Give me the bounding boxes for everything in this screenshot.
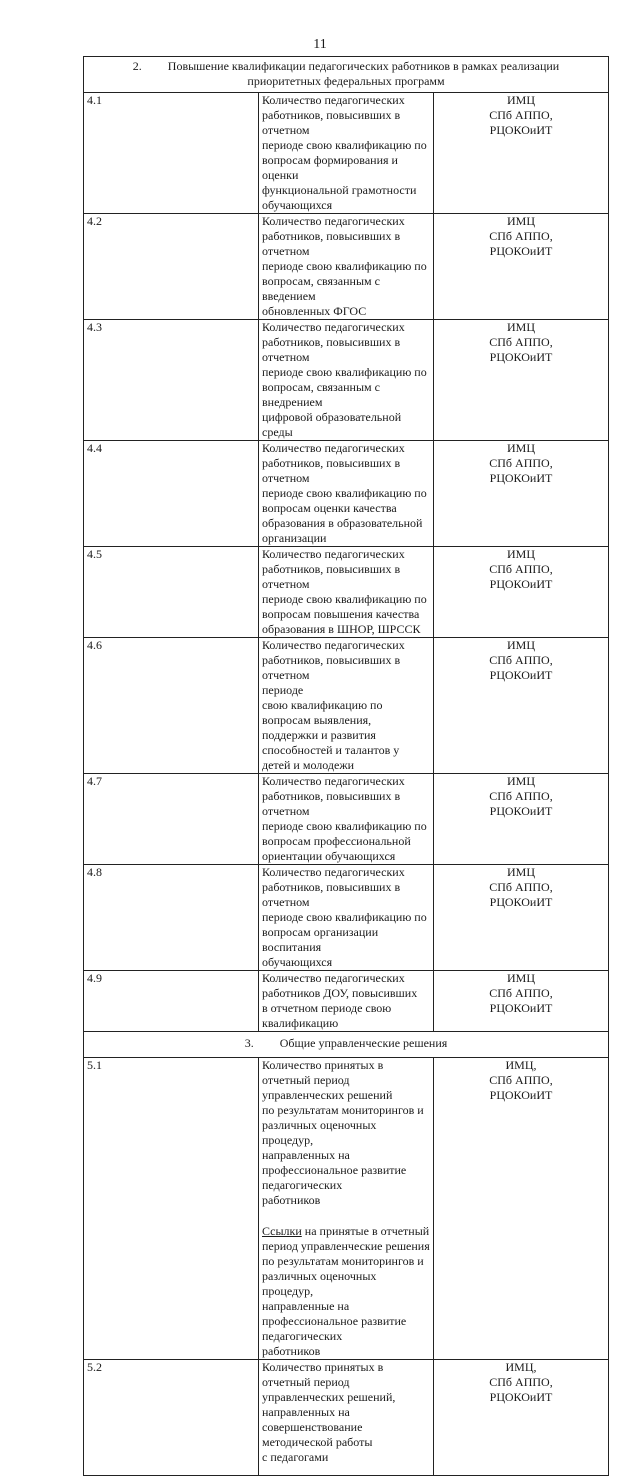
description-line	[262, 1224, 430, 1254]
description-line: направленные на профессиональное развитие педагогических	[262, 1299, 407, 1343]
responsible-line: ИМЦ	[506, 547, 535, 561]
responsible-line: ИМЦ	[506, 865, 535, 879]
responsible-line: ИМЦ	[506, 320, 535, 334]
section-header-2	[84, 57, 609, 93]
responsible-cell	[434, 441, 609, 547]
responsible-cell	[434, 971, 609, 1032]
description-line: Количество педагогических работников, повысивших в отчетном	[262, 93, 405, 137]
responsible-line: СПб АППО,	[489, 229, 553, 243]
responsible-cell	[434, 1360, 609, 1476]
row-description	[259, 638, 434, 774]
row-number: 5.2	[84, 1360, 259, 1476]
responsible-line: СПб АППО,	[489, 1375, 553, 1389]
description-line: Количество педагогических работников, повысивших в отчетном	[262, 865, 405, 909]
responsible-line: РЦОКОиИТ	[489, 1390, 553, 1404]
description-line: обучающихся	[262, 955, 333, 969]
responsible-cell	[434, 93, 609, 214]
row-description	[259, 865, 434, 971]
description-line: обновленных ФГОС	[262, 304, 367, 318]
description-line: Количество педагогических работников, повысивших в отчетном	[262, 547, 405, 591]
responsible-line: ИМЦ,	[505, 1058, 537, 1072]
description-line: образования в ШНОР, ШРССК	[262, 622, 421, 636]
table-row	[84, 774, 609, 865]
description-line: периоде свою квалификацию по вопросам повышения качества	[262, 592, 427, 621]
description-line: работников	[262, 1193, 321, 1207]
responsible-line: ИМЦ	[506, 774, 535, 788]
description-line: Количество принятых в отчетный период управленческих решений,	[262, 1360, 396, 1404]
responsible-cell	[434, 638, 609, 774]
row-description	[259, 1360, 434, 1476]
description-line: по результатам мониторингов и различных оценочных процедур,	[262, 1254, 424, 1298]
row-number: 4.4	[84, 441, 259, 547]
row-description	[259, 547, 434, 638]
responsible-line: СПб АППО,	[489, 986, 553, 1000]
row-description	[259, 1058, 434, 1360]
section-number: 2.	[132, 59, 142, 73]
description-line: периоде свою квалификацию по вопросам, связанным с внедрением	[262, 365, 427, 409]
description-line: способностей и талантов у детей и молодежи	[262, 743, 400, 772]
row-number: 4.3	[84, 320, 259, 441]
responsible-line: ИМЦ	[506, 214, 535, 228]
section-number: 3.	[244, 1036, 254, 1050]
responsible-line: СПб АППО,	[489, 1073, 553, 1087]
responsible-line: ИМЦ,	[505, 1360, 537, 1374]
responsible-line: РЦОКОиИТ	[489, 577, 553, 591]
description-line: с педагогами	[262, 1450, 329, 1464]
table-row	[84, 1360, 609, 1476]
description-line: цифровой образовательной среды	[262, 410, 402, 439]
links-text: на принятые в отчетный период управленческие решения	[262, 1224, 430, 1253]
section-title: Общие управленческие решения	[279, 1036, 448, 1050]
responsible-line: СПб АППО,	[489, 335, 553, 349]
row-description	[259, 774, 434, 865]
responsible-cell	[434, 774, 609, 865]
responsible-line: РЦОКОиИТ	[489, 1001, 553, 1015]
responsible-line: РЦОКОиИТ	[489, 668, 553, 682]
description-line: образования в образовательной организации	[262, 516, 423, 545]
section-title-line: приоритетных федеральных программ	[247, 74, 445, 88]
responsible-line: РЦОКОиИТ	[489, 1088, 553, 1102]
responsible-line: ИМЦ	[506, 93, 535, 107]
description-line: функциональной грамотности обучающихся	[262, 183, 417, 212]
responsible-line: РЦОКОиИТ	[489, 244, 553, 258]
description-line: периоде	[262, 683, 304, 697]
description-line: Количество педагогических работников, повысивших в отчетном	[262, 638, 405, 682]
description-line: Количество педагогических работников, повысивших в отчетном	[262, 320, 405, 364]
responsible-line: РЦОКОиИТ	[489, 895, 553, 909]
row-description	[259, 93, 434, 214]
row-number: 4.1	[84, 93, 259, 214]
description-line: работников	[262, 1344, 321, 1358]
responsible-line: СПб АППО,	[489, 789, 553, 803]
section-header-3	[84, 1032, 609, 1058]
responsible-cell	[434, 1058, 609, 1360]
description-line: периоде свою квалификацию по вопросам организации воспитания	[262, 910, 427, 954]
table-row	[84, 441, 609, 547]
row-number: 5.1	[84, 1058, 259, 1360]
responsible-line: РЦОКОиИТ	[489, 804, 553, 818]
table-row	[84, 214, 609, 320]
responsible-line: ИМЦ	[506, 441, 535, 455]
description-line: в отчетном периоде свою квалификацию	[262, 1001, 392, 1030]
page-number: 11	[313, 37, 327, 52]
description-line: Количество принятых в отчетный период управленческих решений	[262, 1058, 393, 1102]
responsible-cell	[434, 865, 609, 971]
description-line: направленных на совершенствование методической работы	[262, 1405, 373, 1449]
responsible-line: СПб АППО,	[489, 880, 553, 894]
description-line: периоде свою квалификацию по вопросам профессиональной	[262, 819, 427, 848]
description-line: периоде свою квалификацию по вопросам оценки качества	[262, 486, 427, 515]
row-number: 4.2	[84, 214, 259, 320]
responsible-line: СПб АППО,	[489, 108, 553, 122]
row-description	[259, 971, 434, 1032]
description-line: направленных на профессиональное развитие педагогических	[262, 1148, 407, 1192]
description-line: ориентации обучающихся	[262, 849, 396, 863]
row-number: 4.8	[84, 865, 259, 971]
description-line: Количество педагогических работников, повысивших в отчетном	[262, 441, 405, 485]
responsible-line: СПб АППО,	[489, 562, 553, 576]
description-line: Количество педагогических работников ДОУ, повысивших	[262, 971, 418, 1000]
section-title-line	[87, 59, 605, 74]
responsible-line: РЦОКОиИТ	[489, 123, 553, 137]
row-number: 4.9	[84, 971, 259, 1032]
responsible-line: РЦОКОиИТ	[489, 350, 553, 364]
responsible-line: СПб АППО,	[489, 456, 553, 470]
responsible-line: ИМЦ	[506, 971, 535, 985]
responsible-line: ИМЦ	[506, 638, 535, 652]
table-row	[84, 93, 609, 214]
table-row	[84, 320, 609, 441]
responsible-cell	[434, 214, 609, 320]
row-number: 4.7	[84, 774, 259, 865]
description-line: Количество педагогических работников, повысивших в отчетном	[262, 774, 405, 818]
description-line: периоде свою квалификацию по вопросам формирования и оценки	[262, 138, 427, 182]
description-line: периоде свою квалификацию по вопросам, связанным с введением	[262, 259, 427, 303]
table-row	[84, 547, 609, 638]
row-description	[259, 441, 434, 547]
section-title: Повышение квалификации педагогических работников в рамках реализации	[167, 59, 560, 73]
section-title-cell	[84, 57, 609, 93]
row-description	[259, 320, 434, 441]
table-row	[84, 638, 609, 774]
responsible-cell	[434, 320, 609, 441]
activity-table	[83, 56, 609, 1476]
row-description	[259, 214, 434, 320]
responsible-line: РЦОКОиИТ	[489, 471, 553, 485]
description-line: по результатам мониторингов и различных оценочных процедур,	[262, 1103, 424, 1147]
description-line: свою квалификацию по вопросам выявления, поддержки и развития	[262, 698, 383, 742]
table-row	[84, 1058, 609, 1360]
row-number: 4.5	[84, 547, 259, 638]
section-title-cell	[84, 1032, 609, 1058]
links-word: Ссылки	[262, 1224, 302, 1238]
responsible-line: СПб АППО,	[489, 653, 553, 667]
row-number: 4.6	[84, 638, 259, 774]
responsible-cell	[434, 547, 609, 638]
description-line: Количество педагогических работников, повысивших в отчетном	[262, 214, 405, 258]
table-row	[84, 971, 609, 1032]
table-row	[84, 865, 609, 971]
